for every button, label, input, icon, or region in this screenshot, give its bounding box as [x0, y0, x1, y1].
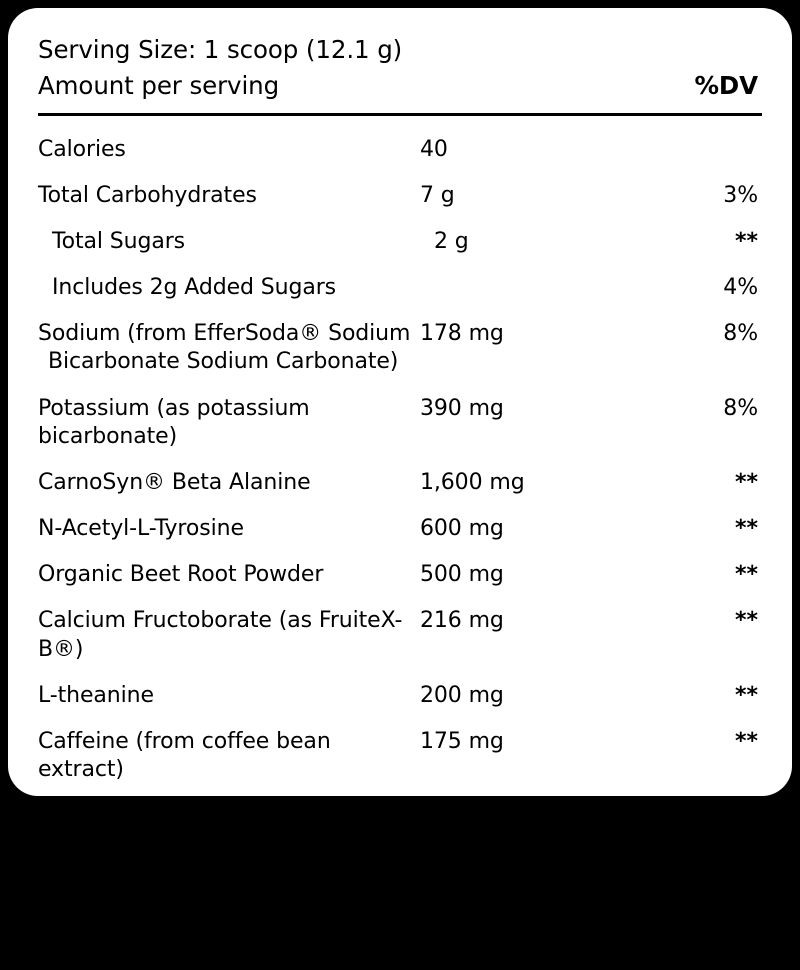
nutrient-name-line: Sodium (from EfferSoda® Sodium [38, 321, 411, 347]
nutrient-amount: 175 mg [420, 728, 504, 754]
nutrition-facts-panel [8, 8, 792, 959]
nutrient-amount: 500 mg [420, 562, 504, 588]
nutrient-name [38, 607, 420, 663]
nutrient-daily-value: ** [734, 469, 758, 495]
nutrient-name [38, 320, 420, 376]
nutrient-daily-value: ** [734, 228, 758, 254]
nutrient-amount: 7 g [420, 182, 455, 208]
nutrient-name-line: Potassium (as potassium bicarbonate) [38, 395, 310, 449]
nutrient-name-line: Includes 2g Added Sugars [52, 275, 337, 301]
nutrient-name [38, 136, 420, 164]
nutrient-name-line: Total Sugars [52, 228, 186, 254]
nutrient-row [38, 552, 762, 598]
nutrient-daily-value: ** [734, 608, 758, 634]
nutrient-name [38, 728, 420, 784]
nutrient-row [38, 127, 762, 173]
nutrient-name [38, 515, 420, 543]
nutrient-daily-value: ** [734, 682, 758, 708]
nutrient-daily-value: ** [734, 516, 758, 542]
nutrient-amount: 1,600 mg [420, 469, 525, 495]
nutrition-facts-table [38, 34, 762, 970]
nutrient-row [38, 673, 762, 719]
nutrient-name-line-2: Bicarbonate Sodium Carbonate) [48, 349, 399, 375]
amount-per-serving-label: Amount per serving [38, 70, 280, 100]
nutrient-name-line: Calories [38, 136, 126, 162]
nutrient-name [38, 876, 420, 960]
nutrient-name-line: N-Acetyl-L-Tyrosine [38, 516, 244, 542]
nutrient-row [38, 386, 762, 460]
nutrient-name-line: Organic Beet Root Powder [38, 562, 324, 588]
nutrient-row [38, 793, 762, 867]
nutrient-name [38, 228, 434, 256]
nutrient-daily-value: 8% [723, 395, 758, 421]
nutrient-amount: 130 mg [420, 803, 504, 829]
nutrient-rows [38, 127, 762, 970]
nutrient-name-line: L-theanine [38, 682, 154, 708]
nutrient-amount: 40 [420, 136, 448, 162]
nutrient-daily-value: ** [734, 562, 758, 588]
nutrient-name [38, 469, 420, 497]
nutrient-name-line: Calcium Fructoborate (as FruiteX-B®) [38, 608, 403, 662]
nutrient-daily-value: 4% [723, 275, 758, 301]
nutrient-name-line-2: (as DMAE Bitartrate) [38, 831, 263, 857]
nutrient-row [38, 867, 762, 969]
nutrient-amount: 40 mg [420, 877, 490, 903]
nutrient-row [38, 506, 762, 552]
nutrient-amount: 600 mg [420, 516, 504, 542]
nutrient-row [38, 598, 762, 672]
nutrient-amount: 200 mg [420, 682, 504, 708]
nutrient-name [38, 182, 420, 210]
serving-size-text: Serving Size: 1 scoop (12.1 g) [38, 35, 403, 64]
nutrient-name [38, 802, 420, 858]
nutrient-daily-value: 3% [723, 182, 758, 208]
nutrient-name [38, 395, 420, 451]
nutrient-amount: 216 mg [420, 608, 504, 634]
nutrient-row [38, 173, 762, 219]
nutrient-name-line: 5-Hydroxytryptophan (from Griffonia [38, 877, 338, 931]
nutrient-amount: 390 mg [420, 395, 504, 421]
nutrient-name-line: Total Carbohydrates [38, 182, 257, 208]
nutrient-row [38, 219, 762, 265]
nutrient-amount: 2 g [434, 228, 469, 254]
nutrient-daily-value: ** [734, 803, 758, 829]
nutrient-amount: 178 mg [420, 321, 504, 347]
header-divider [38, 113, 762, 116]
nutrient-name [38, 682, 420, 710]
amount-per-serving-header [38, 70, 762, 103]
nutrient-daily-value: ** [734, 877, 758, 903]
nutrient-row [38, 311, 762, 385]
dv-header-label: %DV [694, 70, 758, 100]
nutrient-name-line: Dimethylaminoethanol (DMAE [38, 803, 368, 829]
nutrient-name-line: Caffeine (from coffee bean extract) [38, 728, 331, 782]
nutrient-row [38, 719, 762, 793]
nutrient-row [38, 460, 762, 506]
nutrient-name-line-2: simplicifolia seed extract) [48, 933, 329, 959]
nutrient-row [38, 265, 762, 311]
nutrient-daily-value: 8% [723, 321, 758, 347]
nutrient-name [38, 274, 434, 302]
nutrient-name [38, 561, 420, 589]
nutrient-daily-value: ** [734, 728, 758, 754]
nutrient-name-line: CarnoSyn® Beta Alanine [38, 469, 311, 495]
